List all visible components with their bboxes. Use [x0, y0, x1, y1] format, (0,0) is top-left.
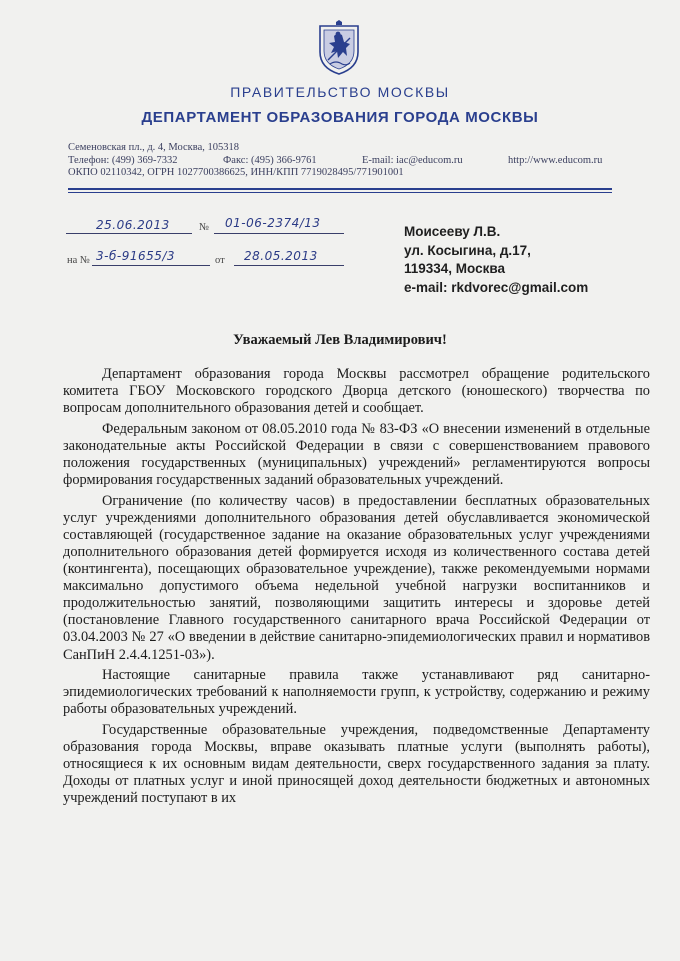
registration-number-label: № [199, 222, 210, 233]
department-title: ДЕПАРТАМЕНТ ОБРАЗОВАНИЯ ГОРОДА МОСКВЫ [141, 109, 539, 126]
letter-body [63, 366, 650, 811]
registration-number-line [214, 233, 344, 234]
body-paragraph: Ограничение (по количеству часов) в предоставлении бесплатных образовательных услуг учреждениями дополнительного образования детей обуславливается экономической составляющей (государственное задание на оказание образовательных услуг учреждениями дополнительного образования детей формируется исходя из количественного состава детей (контингента), посещающих образовательное учреждение), также рекомендуемыми нормами максимально допустимого объема недельной учебной нагрузки воспитанников и продолжительностью занятий, позволяющими защитить интересы и здоровье детей (постановление Главного государственного санитарного врача Российской Федерации от 03.04.2003 № 27 «О введении в действие санитарно-эпидемиологических правил и нормативов СанПиН 2.4.4.1251-03»). [63, 492, 650, 663]
reference-date-label: от [215, 255, 225, 266]
moscow-coat-of-arms-icon [316, 20, 362, 76]
recipient-name: Моисееву Л.В. [404, 224, 501, 239]
reference-date-line [234, 265, 344, 266]
letterhead-divider-thin [68, 192, 612, 193]
body-paragraph: Департамент образования города Москвы рассмотрел обращение родительского комитета ГБОУ Московского городского Дворца детского (юношеского) творчества по вопросам дополнительного образования детей и сообщает. [63, 366, 650, 417]
government-title: ПРАВИТЕЛЬСТВО МОСКВЫ [230, 84, 450, 100]
recipient-city: 119334, Москва [404, 261, 506, 276]
letterhead-divider [68, 188, 612, 190]
body-paragraph: Государственные образовательные учреждения, подведомственные Департаменту образования города Москвы, вправе оказывать платные услуги (выполнять работы), относящиеся к их основным видам деятельности, сверх государственного задания за плату. Доходы от платных услуг и иной приносящей доход деятельности бюджетных и автономных учреждений поступают в их [63, 721, 650, 807]
registration-date: 25.06.2013 [96, 218, 170, 232]
body-paragraph: Настоящие санитарные правила также устанавливают ряд санитарно-эпидемиологических требований к наполняемости групп, к устройству, содержанию и режиму работы образовательных учреждений. [63, 667, 650, 718]
registration-date-line [66, 233, 192, 234]
recipient-street: ул. Косыгина, д.17, [404, 242, 531, 258]
reference-date: 28.05.2013 [244, 249, 318, 263]
codes-text: ОКПО 02110342, ОГРН 1027700386625, ИНН/КПП 7719028495/771901001 [68, 167, 404, 178]
reference-number: 3-б-91655/3 [96, 249, 176, 263]
website-link[interactable]: http://www.educom.ru [508, 154, 603, 166]
letterhead-contacts [68, 142, 628, 180]
registration-number: 01-06-2374/13 [225, 216, 321, 230]
salutation: Уважаемый Лев Владимирович! [233, 332, 447, 348]
phone-text: Телефон: (499) 369-7332 [68, 154, 178, 166]
address-text: Семеновская пл., д. 4, Москва, 105318 [68, 142, 239, 153]
recipient-email: e-mail: rkdvorec@gmail.com [404, 279, 589, 295]
recipient-block [404, 223, 588, 297]
fax-text: Факс: (495) 366-9761 [223, 154, 317, 166]
reference-number-label: на № [67, 255, 90, 266]
body-paragraph: Федеральным законом от 08.05.2010 года № 83-ФЗ «О внесении изменений в отдельные законодательные акты Российской Федерации в связи с совершенствованием правового положения государственных (муниципальных) учреждений» регламентируются вопросы формирования государственных заданий образовательных учреждений. [63, 420, 650, 489]
reference-number-line [92, 265, 210, 266]
email-text: E-mail: iac@educom.ru [362, 154, 463, 166]
